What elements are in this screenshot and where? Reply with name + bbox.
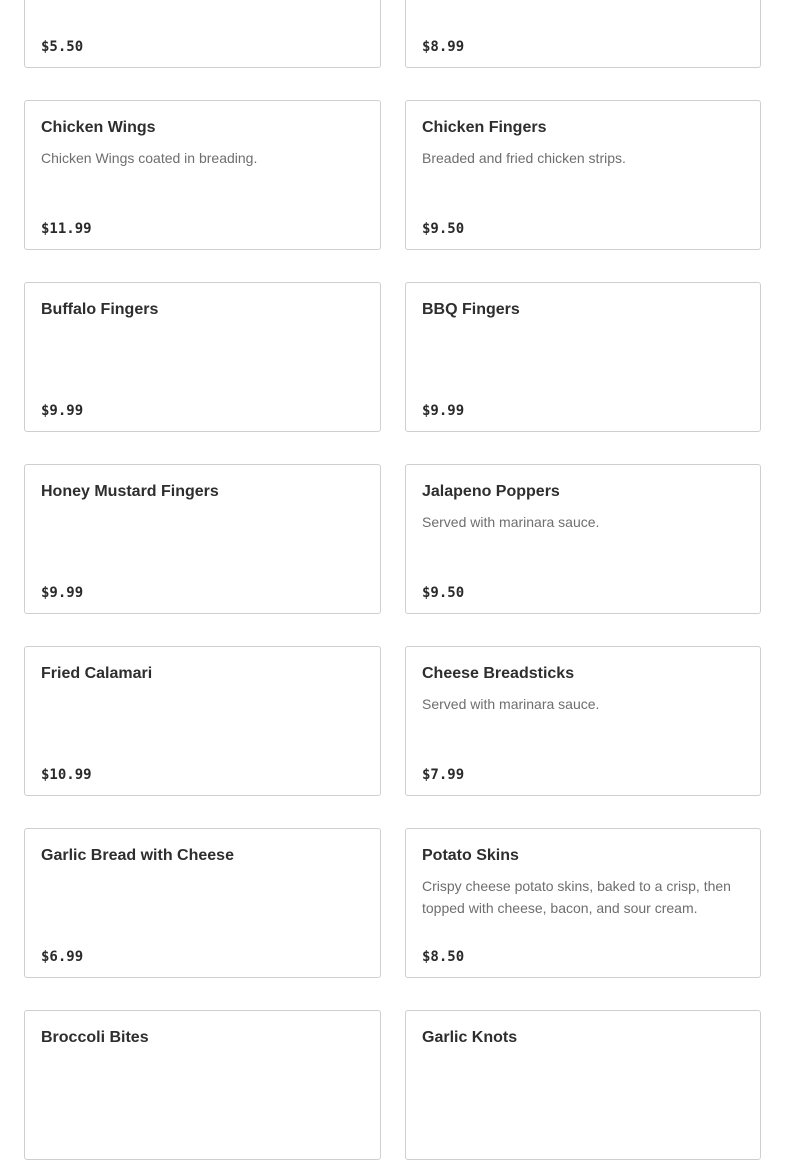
menu-item-description: Crispy cheese potato skins, baked to a crisp, then topped with cheese, bacon, and sour cream. [422, 878, 731, 916]
menu-item-price: $7.99 [422, 767, 465, 783]
menu-item-card[interactable] [24, 1010, 381, 1160]
menu-item-name: Honey Mustard Fingers [41, 483, 219, 500]
menu-item-card[interactable] [405, 1010, 761, 1160]
menu-item-card[interactable] [405, 464, 761, 614]
menu-item-card[interactable] [405, 0, 761, 68]
menu-item-price: $9.50 [422, 585, 465, 601]
menu-item-name: Chicken Wings [41, 119, 156, 136]
menu-item-price: $9.99 [41, 585, 84, 601]
menu-item-name: Cheese Breadsticks [422, 665, 575, 682]
menu-item-card[interactable] [405, 100, 761, 250]
menu-item-price: $8.50 [422, 949, 465, 965]
menu-item-name: Jalapeno Poppers [422, 483, 560, 500]
menu-item-card[interactable] [405, 646, 761, 796]
menu-item-name: Chicken Fingers [422, 119, 547, 136]
menu-item-name: Potato Skins [422, 847, 519, 864]
menu-item-description: Served with marinara sauce. [422, 514, 600, 530]
menu-item-card[interactable] [24, 464, 381, 614]
menu-item-card[interactable] [405, 828, 761, 978]
menu-item-description: Breaded and fried chicken strips. [422, 150, 626, 166]
menu-item-price: $6.99 [41, 949, 84, 965]
menu-item-card[interactable] [24, 100, 381, 250]
menu-item-name: Buffalo Fingers [41, 301, 159, 318]
menu-item-price: $5.50 [41, 39, 84, 55]
menu-item-price: $9.99 [41, 403, 84, 419]
menu-item-price: $9.50 [422, 221, 465, 237]
menu-item-price: $10.99 [41, 767, 92, 783]
menu-item-description: Served with marinara sauce. [422, 696, 600, 712]
menu-item-name: Fried Calamari [41, 665, 153, 682]
menu-item-price: $11.99 [41, 221, 92, 237]
menu-item-name: Broccoli Bites [41, 1029, 149, 1046]
menu-item-name: BBQ Fingers [422, 301, 520, 318]
menu-item-card[interactable] [24, 282, 381, 432]
menu-item-card[interactable] [24, 646, 381, 796]
menu-item-card[interactable] [24, 828, 381, 978]
menu-item-description: Chicken Wings coated in breading. [41, 150, 258, 166]
menu-item-name: Garlic Knots [422, 1029, 518, 1046]
menu-item-price: $9.99 [422, 403, 465, 419]
menu-item-name: Garlic Bread with Cheese [41, 847, 234, 864]
menu-item-card[interactable] [405, 282, 761, 432]
menu-items-grid [24, 0, 761, 1160]
menu-item-card[interactable] [24, 0, 381, 68]
menu-item-price: $8.99 [422, 39, 465, 55]
